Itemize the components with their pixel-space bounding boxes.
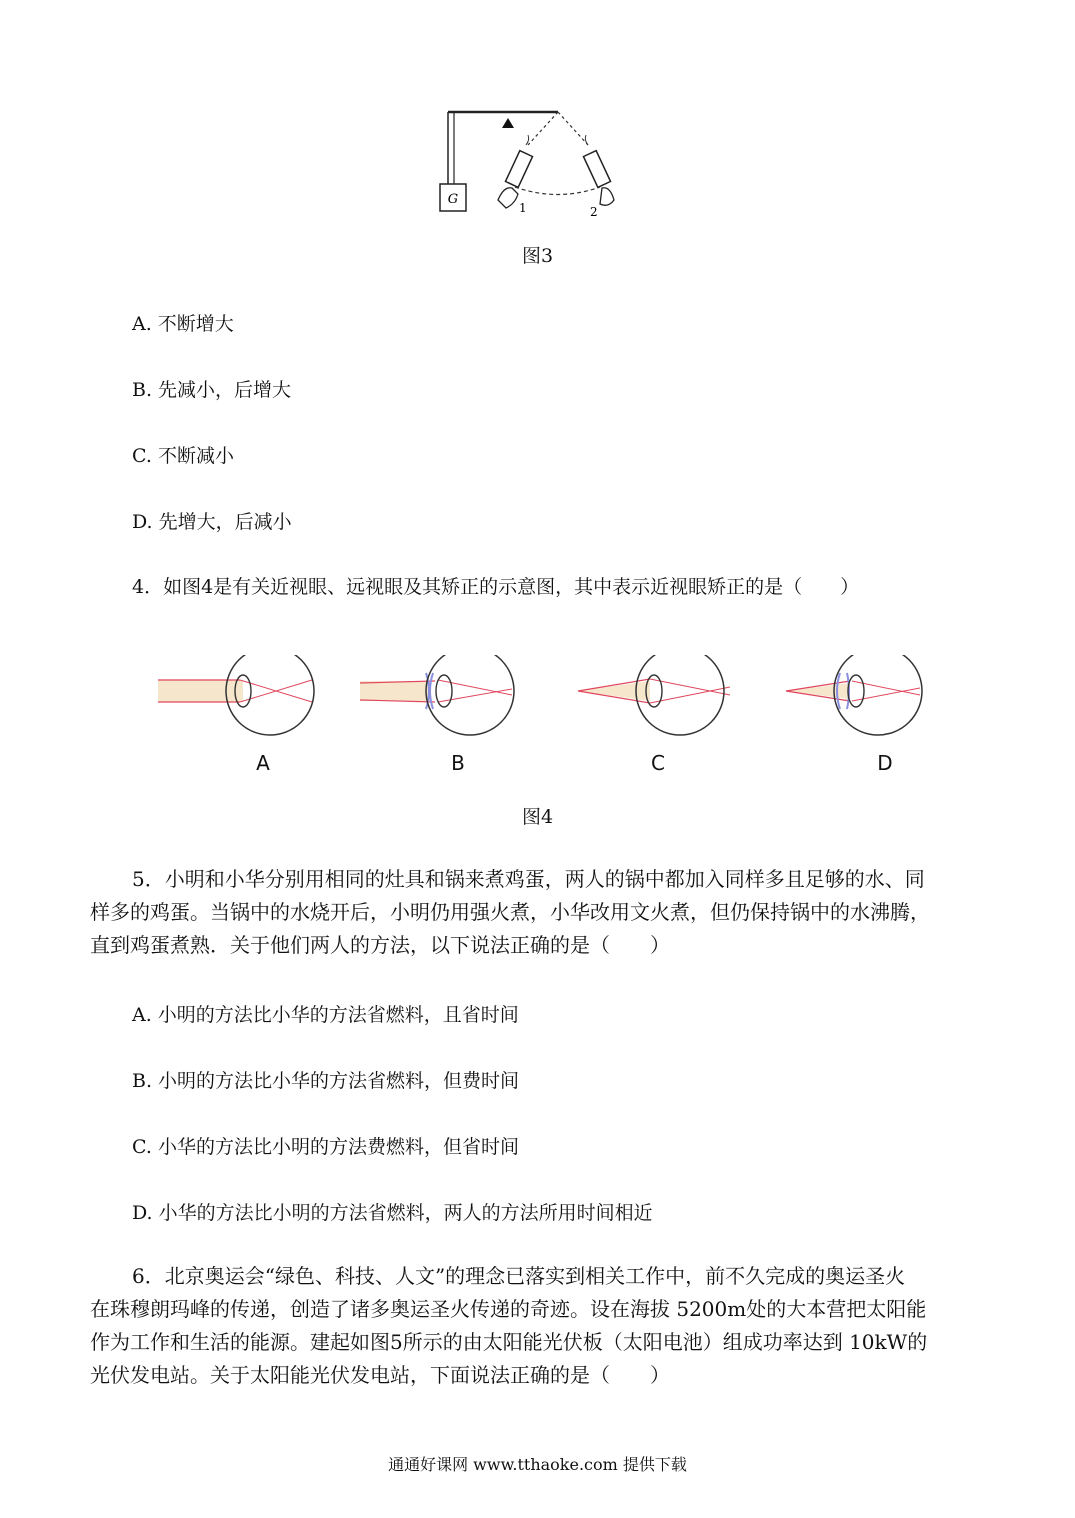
figure-3-diagram: [420, 100, 650, 225]
eye-a: [158, 655, 314, 735]
q4-stem: 4．如图4是有关近视眼、远视眼及其矫正的示意图，其中表示近视眼矫正的是（ ）: [132, 576, 860, 598]
position-1-label: 1: [519, 201, 527, 215]
q5-option-d: D. 小华的方法比小明的方法省燃料，两人的方法所用时间相近: [132, 1202, 653, 1224]
figure-3: [420, 100, 650, 225]
q5-option-b: B. 小明的方法比小华的方法省燃料，但费时间: [132, 1070, 520, 1092]
q5-line-3: 直到鸡蛋煮熟．关于他们两人的方法，以下说法正确的是（ ）: [90, 933, 670, 957]
eye-a-label: A: [256, 751, 270, 775]
q5-option-c: C. 小华的方法比小明的方法费燃料，但省时间: [132, 1136, 519, 1158]
figure-3-caption: 图3: [521, 245, 554, 267]
q6-line-1: 6．北京奥运会“绿色、科技、人文”的理念已落实到相关工作中，前不久完成的奥运圣火: [132, 1264, 906, 1288]
eye-b-label: B: [451, 751, 465, 775]
figure-4-caption: 图4: [521, 806, 554, 828]
q5-stem: [90, 863, 980, 962]
q3-option-d: D. 先增大，后减小: [132, 511, 292, 533]
page-footer: 通通好课网 www.tthaoke.com 提供下载: [388, 1455, 687, 1474]
eye-c-label: C: [651, 751, 665, 775]
eye-c: [578, 655, 730, 735]
position-2-label: 2: [590, 205, 598, 219]
eye-b: [360, 655, 514, 735]
q5-line-2: 样多的鸡蛋。当锅中的水烧开后，小明仍用强火煮，小华改用文火煮，但仍保持锅中的水沸腾，: [90, 900, 930, 924]
q5-line-1: 5．小明和小华分别用相同的灶具和锅来煮鸡蛋，两人的锅中都加入同样多且足够的水、同: [132, 867, 925, 891]
q6-line-3: 作为工作和生活的能源。建起如图5所示的由太阳能光伏板（太阳电池）组成功率达到 10kW的: [90, 1330, 928, 1354]
q3-option-b: B. 先减小，后增大: [132, 379, 292, 401]
figure-4: [150, 655, 930, 745]
q5-option-a: A. 小明的方法比小华的方法省燃料，且省时间: [132, 1004, 519, 1026]
eye-d: [786, 655, 922, 735]
figure-4-diagram: [150, 655, 930, 745]
q6-stem: [90, 1260, 980, 1392]
q6-line-4: 光伏发电站。关于太阳能光伏发电站，下面说法正确的是（ ）: [90, 1363, 670, 1387]
q6-line-2: 在珠穆朗玛峰的传递，创造了诸多奥运圣火传递的奇迹。设在海拔 5200m处的大本营把太阳能: [90, 1297, 927, 1321]
q3-option-c: C. 不断减小: [132, 445, 234, 467]
q3-option-a: A. 不断增大: [132, 313, 234, 335]
g-box-label: G: [447, 192, 459, 207]
eye-d-label: D: [877, 751, 893, 775]
